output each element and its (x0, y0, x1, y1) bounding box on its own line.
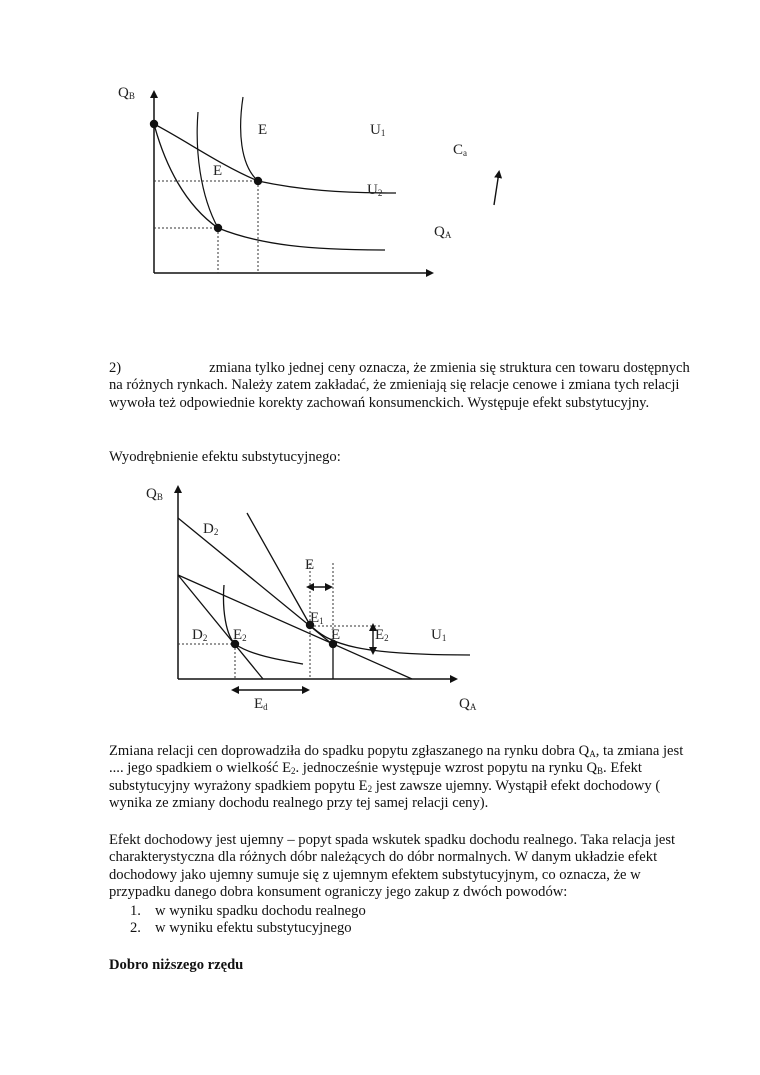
arrow-icon (494, 172, 499, 205)
x-axis-label: QA (434, 224, 452, 240)
label-d2-prime: D2 (203, 521, 219, 537)
y-axis-label: QB (118, 85, 135, 101)
label-u1: U1 (431, 627, 447, 643)
label-e2-left: E2 (233, 627, 247, 643)
section-number: 2) (109, 360, 122, 376)
reasons-list (109, 903, 366, 938)
label-u1: U1 (370, 122, 386, 138)
label-u2: U2 (367, 182, 383, 198)
subtitle: Wyodrębnienie efektu substytucyjnego: (109, 449, 341, 465)
figure-1-indifference-diagram (0, 0, 560, 300)
paragraph-substitution-effect: Zmiana relacji cen doprowadziła do spadku popytu zgłaszanego na rynku dobra $Q_A$, ta zmiana jest .... jego spadkiem o wielkość $E_2$. jednocześnie występuje wzrost popytu na rynku $Q_B$. Efekt substytucyjny wyrażony spadkiem popytu $E_2$ jest zawsze ujemny. Wystąpił efekt dochodowy ( wynika ze zmiany dochodu realnego przy tej samej relacji ceny). (109, 743, 684, 811)
section-2-paragraph: 2) zmiana tylko jednej ceny oznacza, że zmienia się struktura cen towaru dostępnych na różnych rynkach. Należy zatem zakładać, że zmieniają się relacje cenowe i zmiana tych relacji wywoła też odpowiednie korekty zachowań konsumenckich. Występuje efekt substytucyjny. (109, 360, 690, 411)
point-e-lower (214, 224, 222, 232)
label-e1: E1 (310, 610, 324, 626)
y-axis-label: QB (146, 486, 163, 502)
u1-curve (218, 228, 385, 250)
label-d2: D2 (192, 627, 208, 643)
label-e2-right: E2 (375, 627, 389, 643)
label-ca: Ca (453, 142, 468, 158)
paragraph-income-effect: Efekt dochodowy jest ujemny – popyt spada wskutek spadku dochodu realnego. Taka relacja jest charakterystyczna dla różnych dóbr należących do dóbr normalnych. W danym układzie efekt dochodowy jako ujemny sumuje się z ujemnym efektem substytucyjnym, co oznacza, że w przypadku danego dobra konsument ograniczy jego zakup z dwóch powodów: (109, 832, 676, 900)
label-e-lower: E (213, 163, 223, 179)
figure-2-substitution-effect-diagram (0, 470, 520, 720)
list-item: 2. w wyniku efektu substytucyjnego (130, 920, 352, 937)
label-ed: Ed (254, 696, 268, 712)
point-e-upper (254, 177, 262, 185)
label-e-top: E (305, 557, 315, 573)
label-e-upper: E (258, 122, 268, 138)
figure-2-svg (0, 470, 520, 720)
point-intercept (150, 120, 158, 128)
figure-1-svg (0, 0, 560, 300)
list-item: 1. w wyniku spadku dochodu realnego (130, 903, 366, 919)
x-axis-label: QA (459, 696, 477, 712)
section-heading: Dobro niższego rzędu (109, 957, 244, 973)
label-e: E (331, 627, 341, 643)
budget-line-d2 (178, 575, 263, 679)
